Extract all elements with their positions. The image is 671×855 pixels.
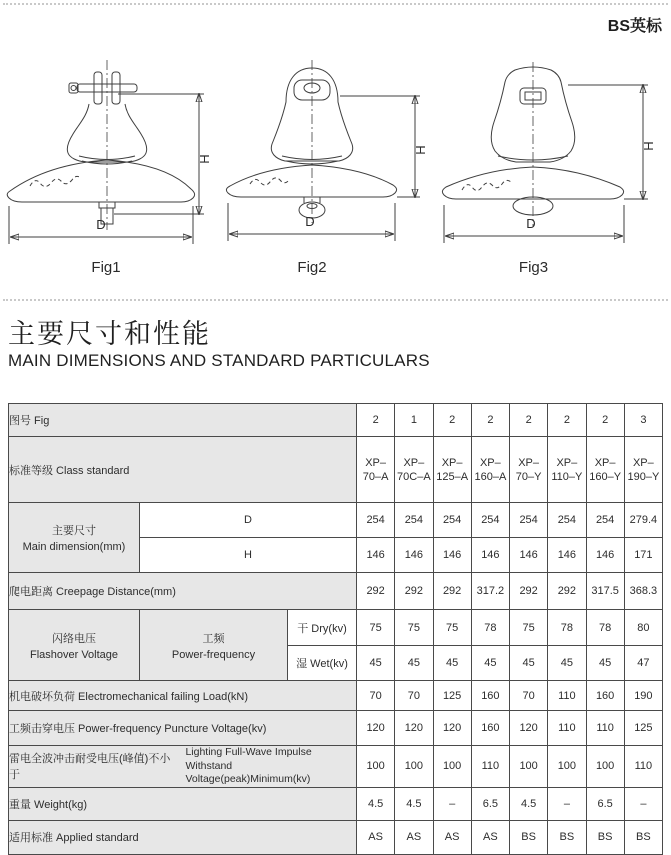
value-cell: 110: [471, 746, 509, 788]
value-cell: 160: [471, 681, 509, 711]
row-electromechanical-load: [9, 681, 663, 711]
value-cell: 45: [471, 646, 509, 681]
dim-d-label: D: [96, 217, 106, 232]
value-cell: 45: [510, 646, 548, 681]
value-cell: 368.3: [624, 573, 662, 610]
value-cell: 80: [624, 610, 662, 646]
row-puncture-voltage: [9, 711, 663, 746]
value-cell: –: [433, 787, 471, 820]
value-cell: 78: [548, 610, 586, 646]
top-dotted-divider: [3, 3, 668, 5]
value-cell: 78: [471, 610, 509, 646]
value-cell: 254: [510, 503, 548, 538]
value-cell: AS: [357, 820, 395, 854]
value-cell: 45: [357, 646, 395, 681]
value-cell: 1: [395, 404, 433, 437]
value-cell: XP– 160–Y: [586, 437, 624, 503]
value-cell: 47: [624, 646, 662, 681]
figure-caption: Fig1: [91, 259, 121, 276]
value-cell: 120: [395, 711, 433, 746]
main-dimension-zh: 主要尺寸: [52, 525, 96, 537]
value-cell: 2: [548, 404, 586, 437]
figure-fig2: [212, 58, 432, 288]
row-class-standard: [9, 437, 663, 503]
value-cell: 292: [433, 573, 471, 610]
value-cell: 2: [433, 404, 471, 437]
value-cell: 292: [357, 573, 395, 610]
value-cell: 254: [433, 503, 471, 538]
row-label-creepage: 爬电距离 Creepage Distance(mm): [9, 573, 357, 610]
value-cell: 146: [548, 538, 586, 573]
main-dimension-en: Main dimension(mm): [22, 541, 126, 553]
dim-h-label: H: [197, 154, 212, 164]
value-cell: 4.5: [357, 787, 395, 820]
flashover-zh: 闪络电压: [52, 632, 96, 645]
value-cell: 146: [510, 538, 548, 573]
value-cell: XP– 160–A: [471, 437, 509, 503]
impulse-en: [185, 746, 356, 787]
value-cell: 70: [510, 681, 548, 711]
row-label-power-frequency: [140, 610, 288, 681]
value-cell: XP– 110–Y: [548, 437, 586, 503]
value-cell: 317.2: [471, 573, 509, 610]
value-cell: 110: [624, 746, 662, 788]
row-label-main-dimension: [9, 503, 140, 573]
row-creepage: [9, 573, 663, 610]
row-flashover-dry: [9, 610, 663, 646]
value-cell: 146: [471, 538, 509, 573]
value-cell: XP– 70–Y: [510, 437, 548, 503]
value-cell: 100: [395, 746, 433, 788]
flashover-en: Flashover Voltage: [29, 648, 119, 661]
value-cell: 254: [586, 503, 624, 538]
insulator-diagram-fig3: [432, 58, 671, 255]
value-cell: BS: [624, 820, 662, 854]
value-cell: 2: [586, 404, 624, 437]
mid-dotted-divider: [3, 299, 668, 301]
impulse-en-line1: Lighting Full-Wave Impulse: [185, 746, 312, 758]
value-cell: 254: [548, 503, 586, 538]
power-frequency-zh: 工频: [202, 632, 225, 645]
value-cell: 100: [586, 746, 624, 788]
value-cell: 70: [395, 681, 433, 711]
value-cell: 292: [510, 573, 548, 610]
value-cell: 146: [357, 538, 395, 573]
row-label-weight: 重量 Weight(kg): [9, 787, 357, 820]
value-cell: 190: [624, 681, 662, 711]
value-cell: 146: [433, 538, 471, 573]
page-title-en: MAIN DIMENSIONS AND STANDARD PARTICULARS: [8, 351, 430, 370]
value-cell: 2: [510, 404, 548, 437]
value-cell: –: [624, 787, 662, 820]
row-weight: [9, 787, 663, 820]
value-cell: 292: [548, 573, 586, 610]
impulse-zh: 雷电全波冲击耐受电压(峰值)不小于: [9, 753, 171, 782]
row-label-electromechanical: 机电破坏负荷 Electromechanical failing Load(kN): [9, 681, 357, 711]
value-cell: BS: [586, 820, 624, 854]
value-cell: 160: [586, 681, 624, 711]
dim-d-label: D: [526, 216, 536, 231]
value-cell: 146: [586, 538, 624, 573]
value-cell: 75: [510, 610, 548, 646]
row-fig-number: [9, 404, 663, 437]
row-label-applied-standard: 适用标准 Applied standard: [9, 820, 357, 854]
value-cell: XP– 70–A: [357, 437, 395, 503]
value-cell: 2: [471, 404, 509, 437]
value-cell: 75: [395, 610, 433, 646]
row-dimension-d: [9, 503, 663, 538]
specs-table: [8, 403, 663, 855]
sub-label-d: D: [140, 503, 357, 538]
value-cell: 254: [471, 503, 509, 538]
row-label-fig-number: 图号 Fig: [9, 404, 357, 437]
value-cell: 100: [433, 746, 471, 788]
power-frequency-en: Power-frequency: [171, 648, 256, 661]
value-cell: 75: [433, 610, 471, 646]
row-label-class-standard: 标准等级 Class standard: [9, 437, 357, 503]
value-cell: 160: [471, 711, 509, 746]
figures-strip: [0, 58, 671, 288]
figure-fig1: [0, 58, 212, 288]
value-cell: 120: [510, 711, 548, 746]
figure-caption: Fig2: [297, 259, 327, 276]
value-cell: BS: [510, 820, 548, 854]
value-cell: 125: [624, 711, 662, 746]
row-label-impulse: [9, 746, 357, 788]
value-cell: 45: [395, 646, 433, 681]
sub-label-h: H: [140, 538, 357, 573]
row-impulse-voltage: [9, 746, 663, 788]
dim-h-label: H: [641, 141, 656, 151]
value-cell: XP– 70C–A: [395, 437, 433, 503]
value-cell: 125: [433, 681, 471, 711]
value-cell: 110: [548, 681, 586, 711]
value-cell: 292: [395, 573, 433, 610]
value-cell: 70: [357, 681, 395, 711]
value-cell: 254: [395, 503, 433, 538]
figure-fig3: [432, 58, 671, 288]
row-applied-standard: [9, 820, 663, 854]
value-cell: 45: [586, 646, 624, 681]
value-cell: 146: [395, 538, 433, 573]
sub-label-dry: 干 Dry(kv): [288, 610, 357, 646]
value-cell: –: [548, 787, 586, 820]
value-cell: XP– 190–Y: [624, 437, 662, 503]
value-cell: BS: [548, 820, 586, 854]
value-cell: 4.5: [395, 787, 433, 820]
impulse-en-line2: Withstand Voltage(peak)Minimum(kv): [185, 759, 311, 786]
standard-tag: BS英标: [607, 18, 662, 35]
row-label-puncture: 工频击穿电压 Power-frequency Puncture Voltage(kv): [9, 711, 357, 746]
dim-d-label: D: [305, 214, 315, 229]
value-cell: 120: [357, 711, 395, 746]
value-cell: 100: [548, 746, 586, 788]
value-cell: 100: [357, 746, 395, 788]
value-cell: AS: [471, 820, 509, 854]
value-cell: 100: [510, 746, 548, 788]
value-cell: 317.5: [586, 573, 624, 610]
value-cell: XP– 125–A: [433, 437, 471, 503]
value-cell: 110: [548, 711, 586, 746]
value-cell: 45: [548, 646, 586, 681]
insulator-diagram-fig1: [0, 58, 212, 255]
value-cell: 6.5: [586, 787, 624, 820]
value-cell: AS: [395, 820, 433, 854]
sub-label-wet: 湿 Wet(kv): [288, 646, 357, 681]
value-cell: 78: [586, 610, 624, 646]
value-cell: 279.4: [624, 503, 662, 538]
page-title-zh: 主要尺寸和性能: [8, 319, 211, 349]
value-cell: 75: [357, 610, 395, 646]
value-cell: 3: [624, 404, 662, 437]
value-cell: 2: [357, 404, 395, 437]
value-cell: 45: [433, 646, 471, 681]
value-cell: AS: [433, 820, 471, 854]
value-cell: 120: [433, 711, 471, 746]
value-cell: 110: [586, 711, 624, 746]
value-cell: 4.5: [510, 787, 548, 820]
insulator-diagram-fig2: [212, 58, 432, 255]
figure-caption: Fig3: [518, 259, 549, 276]
row-label-flashover: [9, 610, 140, 681]
dim-h-label: H: [413, 145, 428, 155]
value-cell: 254: [357, 503, 395, 538]
value-cell: 171: [624, 538, 662, 573]
value-cell: 6.5: [471, 787, 509, 820]
